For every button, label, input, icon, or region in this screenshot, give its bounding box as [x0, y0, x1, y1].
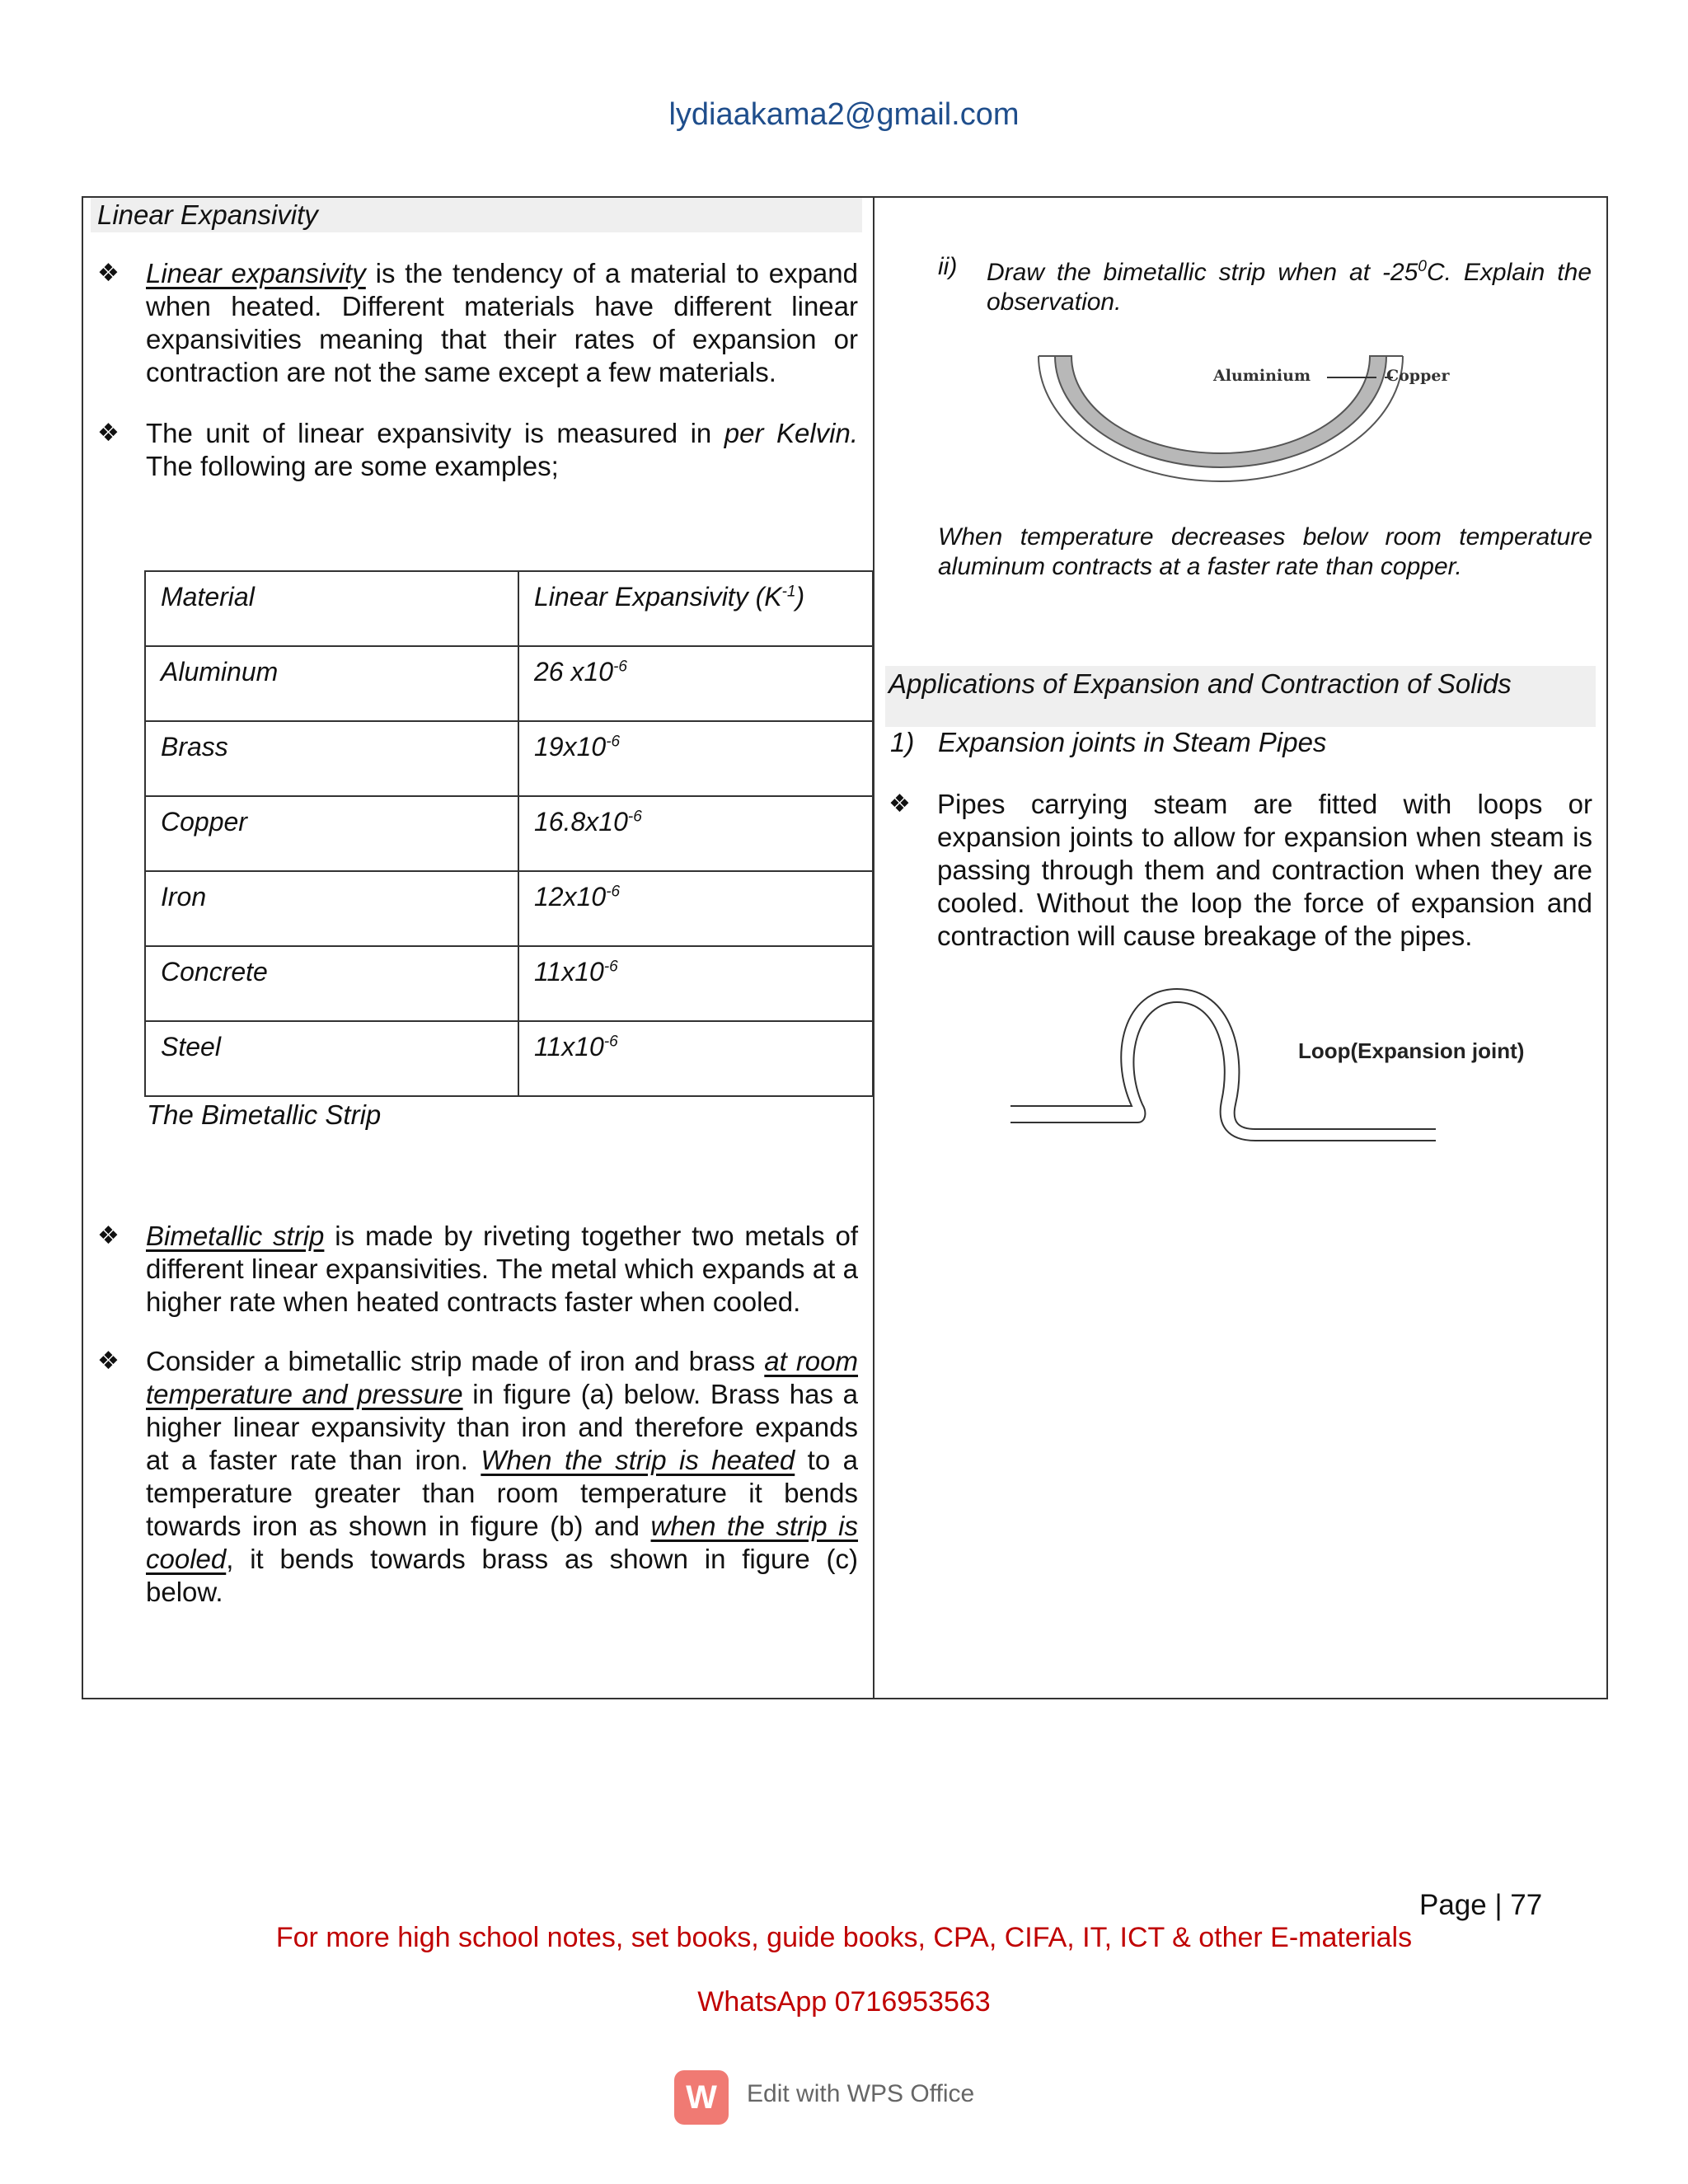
cell-material: Aluminum [145, 646, 518, 721]
section-title: Linear Expansivity [97, 199, 318, 230]
bullet-icon: ❖ [97, 1222, 120, 1249]
cell-value: $16.8x10^{-6}$ [518, 796, 873, 871]
expansion-loop-diagram [1006, 981, 1451, 1162]
bullet-icon: ❖ [97, 419, 120, 447]
table-row [145, 946, 873, 1021]
paragraph-consider: Consider a bimetallic strip made of iron and brass at room temperature and pressure in figure (a) below. Brass has a higher linear expansivity than iron and therefore expands at a faster rate than iron. When the strip is heated to a temperature greater than room temperature it bends towards iron as shown in figure (b) and when the strip is cooled, it bends towards brass as shown in figure (c) below. [146, 1346, 859, 1607]
subsection-title: Expansion joints in Steam Pipes [938, 727, 1327, 757]
pipe-inner-line [1010, 1002, 1436, 1141]
promo-text: For more high school notes, set books, guide books, CPA, CIFA, IT, ICT & other E-materials [275, 1922, 1413, 1953]
term-linear-expansivity: Linear expansivity [146, 258, 366, 288]
cell-value: $11x10^{-6}$ [518, 1021, 873, 1096]
label-aluminium: Aluminium [1213, 367, 1311, 385]
term-bimetallic-strip: Bimetallic strip [146, 1221, 325, 1251]
cell-material: Concrete [145, 946, 518, 1021]
paragraph-linear-expansivity [146, 257, 858, 389]
paragraph-pipes: Pipes carrying steam are fitted with loops or expansion joints to allow for expansion when steam is passing through them and contraction when they are cooled. Without the loop the force of expansion and contraction will cause breakage of the pipes. [937, 789, 1592, 951]
cell-value: $12x10^{-6}$ [518, 871, 873, 946]
cell-value: $19x10^{-6}$ [518, 721, 873, 796]
cell-material: Steel [145, 1021, 518, 1096]
question-number: ii) [938, 253, 958, 280]
bullet-icon: ❖ [97, 260, 120, 287]
header-expansivity: Linear Expansivity $(K^{-1})$ [518, 571, 873, 646]
p3-text: is made by riveting together two metals of different linear expansivities. The metal which expands at a higher rate when heated contracts faster when cooled. [146, 1221, 859, 1317]
wps-logo-icon[interactable]: W [674, 2070, 729, 2125]
page-number: Page | 77 [1419, 1889, 1543, 1921]
p1-text: is the tendency of a material to expand when heated. Different materials have different linear expansivities meaning that their rates of expansion or contraction are not the same except a few materials. [146, 258, 858, 387]
bimetallic-title: The Bimetallic Strip [147, 1099, 382, 1130]
whatsapp-text: WhatsApp 0716953563 [697, 1986, 991, 2018]
applications-title: Applications of Expansion and Contraction of Solids [889, 668, 1512, 699]
table-row [145, 796, 873, 871]
cell-material: Iron [145, 871, 518, 946]
bullet-icon: ❖ [97, 1347, 120, 1375]
expansivity-table [144, 570, 874, 1097]
header-email: lydiaakama2@gmail.com [668, 97, 1020, 132]
observation-text: When temperature decreases below room temperature aluminum contracts at a faster rate than copper. [938, 523, 1592, 580]
question-text: Draw the bimetallic strip when at $-25^0C$. Explain the observation. [987, 258, 1592, 316]
wps-edit-link[interactable]: Edit with WPS Office [747, 2080, 975, 2107]
p2-unit: per Kelvin. [724, 418, 859, 448]
p2-text-start: The unit of linear expansivity is measured in [146, 418, 724, 448]
cell-value: 26 $x10^{-6}$ [518, 646, 873, 721]
table-row [145, 1021, 873, 1096]
label-loop: Loop(Expansion joint) [1298, 1038, 1525, 1063]
header-material: Material [145, 571, 518, 646]
cell-value: $11x10^{-6}$ [518, 946, 873, 1021]
table-row [145, 646, 873, 721]
table-row [145, 721, 873, 796]
phrase-strip-cooled: when the strip is cooled [146, 1511, 858, 1574]
bullet-icon: ❖ [889, 790, 911, 818]
subsection-number: 1) [890, 727, 915, 757]
label-copper: Copper [1386, 367, 1450, 385]
p2-text-end: The following are some examples; [146, 451, 559, 481]
paragraph-bimetallic-strip [146, 1220, 858, 1319]
table-row [145, 871, 873, 946]
cell-material: Brass [145, 721, 518, 796]
cell-material: Copper [145, 796, 518, 871]
phrase-strip-heated: When the strip is heated [481, 1445, 795, 1475]
table-header-row [145, 571, 873, 646]
phrase-room-temperature: at room temperature and pressure [146, 1346, 859, 1409]
paragraph-unit [146, 417, 858, 483]
